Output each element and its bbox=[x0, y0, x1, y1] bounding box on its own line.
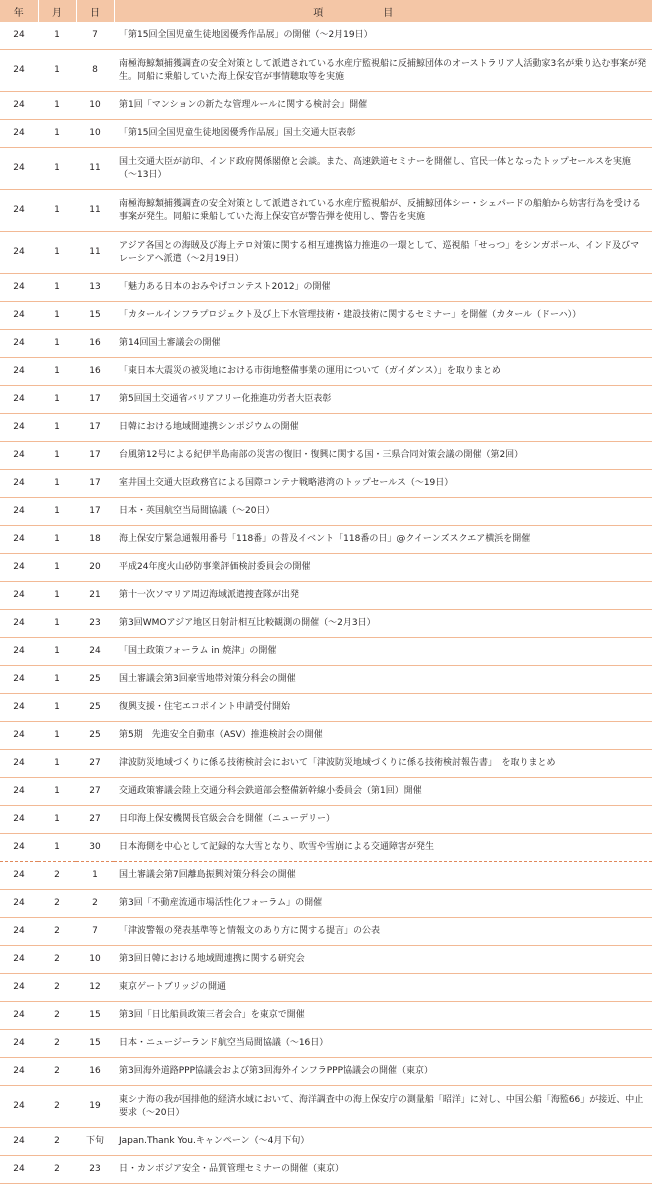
event-cell: 「第15回全国児童生徒地図優秀作品展」の開催（〜2月19日） bbox=[114, 22, 652, 50]
event-cell: 第十一次ソマリア周辺海域派遣捜査隊が出発 bbox=[114, 582, 652, 610]
day-cell: 15 bbox=[76, 302, 114, 330]
month-cell: 1 bbox=[38, 722, 76, 750]
day-cell: 11 bbox=[76, 232, 114, 274]
month-cell: 1 bbox=[38, 232, 76, 274]
event-cell: 津波防災地域づくりに係る技術検討会において「津波防災地域づくりに係る技術検討報告書」 を取りまとめ bbox=[114, 750, 652, 778]
year-cell: 24 bbox=[0, 414, 38, 442]
year-cell: 24 bbox=[0, 946, 38, 974]
table-row bbox=[0, 442, 652, 470]
year-cell: 24 bbox=[0, 750, 38, 778]
year-cell: 24 bbox=[0, 890, 38, 918]
event-cell: 復興支援・住宅エコポイント申請受付開始 bbox=[114, 694, 652, 722]
header-title-text: 項目 bbox=[313, 7, 454, 19]
month-cell: 2 bbox=[38, 946, 76, 974]
table-row bbox=[0, 610, 652, 638]
year-cell: 24 bbox=[0, 694, 38, 722]
event-cell: 日本・ニュージーランド航空当局間協議（〜16日） bbox=[114, 1030, 652, 1058]
year-cell: 24 bbox=[0, 92, 38, 120]
event-cell: 「カタールインフラプロジェクト及び上下水管理技術・建設技術に関するセミナー」を開催（カタール（ドーハ）） bbox=[114, 302, 652, 330]
year-cell: 24 bbox=[0, 50, 38, 92]
table-row bbox=[0, 414, 652, 442]
table-row bbox=[0, 1086, 652, 1128]
event-cell: 平成24年度火山砂防事業評価検討委員会の開催 bbox=[114, 554, 652, 582]
year-cell: 24 bbox=[0, 190, 38, 232]
table-row bbox=[0, 358, 652, 386]
day-cell: 10 bbox=[76, 92, 114, 120]
day-cell: 20 bbox=[76, 554, 114, 582]
day-cell: 17 bbox=[76, 470, 114, 498]
day-cell: 下旬 bbox=[76, 1128, 114, 1156]
table-row bbox=[0, 834, 652, 862]
event-cell: 海上保安庁緊急通報用番号「118番」の普及イベント「118番の日」@クイーンズスクエア横浜を開催 bbox=[114, 526, 652, 554]
month-cell: 1 bbox=[38, 92, 76, 120]
table-row bbox=[0, 1128, 652, 1156]
day-cell: 17 bbox=[76, 442, 114, 470]
year-cell: 24 bbox=[0, 834, 38, 862]
month-cell: 1 bbox=[38, 610, 76, 638]
event-cell: 第14回国土審議会の開催 bbox=[114, 330, 652, 358]
year-cell: 24 bbox=[0, 1128, 38, 1156]
day-cell: 27 bbox=[76, 750, 114, 778]
day-cell: 11 bbox=[76, 190, 114, 232]
day-cell: 27 bbox=[76, 806, 114, 834]
table-row bbox=[0, 1030, 652, 1058]
day-cell: 17 bbox=[76, 498, 114, 526]
month-cell: 1 bbox=[38, 358, 76, 386]
year-cell: 24 bbox=[0, 582, 38, 610]
day-cell: 25 bbox=[76, 694, 114, 722]
year-cell: 24 bbox=[0, 722, 38, 750]
day-cell: 24 bbox=[76, 638, 114, 666]
year-cell: 24 bbox=[0, 610, 38, 638]
event-cell: 日本・英国航空当局間協議（〜20日） bbox=[114, 498, 652, 526]
table-header bbox=[0, 0, 652, 22]
table-row bbox=[0, 302, 652, 330]
event-cell: 東シナ海の我が国排他的経済水域において、海洋調査中の海上保安庁の測量船「昭洋」に対し、中国公船「海監66」が接近、中止要求（〜20日） bbox=[114, 1086, 652, 1128]
event-cell: 東京ゲートブリッジの開通 bbox=[114, 974, 652, 1002]
event-cell: 国土審議会第3回豪雪地帯対策分科会の開催 bbox=[114, 666, 652, 694]
table-row bbox=[0, 148, 652, 190]
table-row bbox=[0, 694, 652, 722]
day-cell: 7 bbox=[76, 918, 114, 946]
day-cell: 23 bbox=[76, 1156, 114, 1184]
year-cell: 24 bbox=[0, 148, 38, 190]
event-cell: 室井国土交通大臣政務官による国際コンテナ戦略港湾のトップセールス（〜19日） bbox=[114, 470, 652, 498]
month-cell: 2 bbox=[38, 862, 76, 890]
table-row bbox=[0, 330, 652, 358]
day-cell: 17 bbox=[76, 414, 114, 442]
day-cell: 25 bbox=[76, 666, 114, 694]
table-row bbox=[0, 582, 652, 610]
month-cell: 1 bbox=[38, 638, 76, 666]
table-row bbox=[0, 120, 652, 148]
table-row bbox=[0, 22, 652, 50]
year-cell: 24 bbox=[0, 274, 38, 302]
event-cell: 第5期 先進安全自動車（ASV）推進検討会の開催 bbox=[114, 722, 652, 750]
month-cell: 1 bbox=[38, 778, 76, 806]
table-row bbox=[0, 638, 652, 666]
month-cell: 1 bbox=[38, 22, 76, 50]
event-cell: 「第15回全国児童生徒地図優秀作品展」国土交通大臣表彰 bbox=[114, 120, 652, 148]
event-cell: 第3回「日比船員政策三者会合」を東京で開催 bbox=[114, 1002, 652, 1030]
month-cell: 1 bbox=[38, 442, 76, 470]
table-row bbox=[0, 1156, 652, 1184]
event-cell: 「魅力ある日本のおみやげコンテスト2012」の開催 bbox=[114, 274, 652, 302]
month-cell: 1 bbox=[38, 302, 76, 330]
month-cell: 1 bbox=[38, 498, 76, 526]
year-cell: 24 bbox=[0, 1002, 38, 1030]
day-cell: 10 bbox=[76, 120, 114, 148]
year-cell: 24 bbox=[0, 386, 38, 414]
year-cell: 24 bbox=[0, 330, 38, 358]
year-cell: 24 bbox=[0, 974, 38, 1002]
day-cell: 16 bbox=[76, 330, 114, 358]
year-cell: 24 bbox=[0, 470, 38, 498]
month-cell: 1 bbox=[38, 834, 76, 862]
day-cell: 16 bbox=[76, 1058, 114, 1086]
year-cell: 24 bbox=[0, 120, 38, 148]
table-row bbox=[0, 386, 652, 414]
year-cell: 24 bbox=[0, 232, 38, 274]
day-cell: 10 bbox=[76, 946, 114, 974]
table-row bbox=[0, 1002, 652, 1030]
year-cell: 24 bbox=[0, 554, 38, 582]
event-cell: 「津波警報の発表基準等と情報文のあり方に関する提言」の公表 bbox=[114, 918, 652, 946]
day-cell: 1 bbox=[76, 862, 114, 890]
month-cell: 1 bbox=[38, 582, 76, 610]
year-cell: 24 bbox=[0, 442, 38, 470]
header-day: 日 bbox=[76, 0, 114, 22]
month-cell: 1 bbox=[38, 274, 76, 302]
day-cell: 19 bbox=[76, 1086, 114, 1128]
month-cell: 1 bbox=[38, 120, 76, 148]
table-row bbox=[0, 750, 652, 778]
event-cell: 第1回「マンションの新たな管理ルールに関する検討会」開催 bbox=[114, 92, 652, 120]
day-cell: 7 bbox=[76, 22, 114, 50]
year-cell: 24 bbox=[0, 778, 38, 806]
table-row bbox=[0, 274, 652, 302]
day-cell: 27 bbox=[76, 778, 114, 806]
table-row bbox=[0, 778, 652, 806]
month-cell: 1 bbox=[38, 526, 76, 554]
day-cell: 18 bbox=[76, 526, 114, 554]
month-cell: 2 bbox=[38, 1058, 76, 1086]
table-body bbox=[0, 22, 652, 1184]
event-cell: 交通政策審議会陸上交通分科会鉄道部会整備新幹線小委員会（第1回）開催 bbox=[114, 778, 652, 806]
year-cell: 24 bbox=[0, 526, 38, 554]
table-row bbox=[0, 1058, 652, 1086]
day-cell: 11 bbox=[76, 148, 114, 190]
month-cell: 1 bbox=[38, 190, 76, 232]
day-cell: 30 bbox=[76, 834, 114, 862]
event-cell: 南極海鯨類捕獲調査の安全対策として派遣されている水産庁監視船が、反捕鯨団体シー・シェパードの船舶から妨害行為を受ける事案が発生。同船に乗船していた海上保安官が警告弾を使用し、警告を実施 bbox=[114, 190, 652, 232]
year-cell: 24 bbox=[0, 1058, 38, 1086]
year-cell: 24 bbox=[0, 302, 38, 330]
month-cell: 2 bbox=[38, 974, 76, 1002]
event-cell: 日・カンボジア安全・品質管理セミナーの開催（東京） bbox=[114, 1156, 652, 1184]
year-cell: 24 bbox=[0, 918, 38, 946]
event-cell: 国土審議会第7回離島振興対策分科会の開催 bbox=[114, 862, 652, 890]
year-cell: 24 bbox=[0, 358, 38, 386]
event-cell: Japan.Thank You.キャンペーン（〜4月下旬） bbox=[114, 1128, 652, 1156]
table-row bbox=[0, 666, 652, 694]
year-cell: 24 bbox=[0, 22, 38, 50]
day-cell: 12 bbox=[76, 974, 114, 1002]
month-cell: 1 bbox=[38, 386, 76, 414]
month-cell: 1 bbox=[38, 666, 76, 694]
table-row bbox=[0, 890, 652, 918]
day-cell: 15 bbox=[76, 1030, 114, 1058]
day-cell: 16 bbox=[76, 358, 114, 386]
event-cell: 第3回WMOアジア地区日射計相互比較観測の開催（〜2月3日） bbox=[114, 610, 652, 638]
event-cell: アジア各国との海賊及び海上テロ対策に関する相互連携協力推進の一環として、巡視船「せっつ」をシンガポール、インド及びマレーシアへ派遣（〜2月19日） bbox=[114, 232, 652, 274]
day-cell: 8 bbox=[76, 50, 114, 92]
event-cell: 「国土政策フォーラム in 焼津」の開催 bbox=[114, 638, 652, 666]
header-year: 年 bbox=[0, 0, 38, 22]
table-row bbox=[0, 806, 652, 834]
event-cell: 南極海鯨類捕獲調査の安全対策として派遣されている水産庁監視船に反捕鯨団体のオーストラリア人活動家3名が乗り込む事案が発生。同船に乗船していた海上保安官が事情聴取等を実施 bbox=[114, 50, 652, 92]
table-row bbox=[0, 190, 652, 232]
month-cell: 2 bbox=[38, 1128, 76, 1156]
month-cell: 1 bbox=[38, 750, 76, 778]
event-cell: 第3回海外道路PPP協議会および第3回海外インフラPPP協議会の開催（東京） bbox=[114, 1058, 652, 1086]
year-cell: 24 bbox=[0, 1030, 38, 1058]
event-cell: 第5回国土交通省バリアフリー化推進功労者大臣表彰 bbox=[114, 386, 652, 414]
month-cell: 1 bbox=[38, 330, 76, 358]
year-cell: 24 bbox=[0, 1086, 38, 1128]
day-cell: 21 bbox=[76, 582, 114, 610]
table-row bbox=[0, 974, 652, 1002]
month-cell: 1 bbox=[38, 806, 76, 834]
month-cell: 2 bbox=[38, 918, 76, 946]
day-cell: 23 bbox=[76, 610, 114, 638]
event-cell: 第3回日韓における地域間連携に関する研究会 bbox=[114, 946, 652, 974]
table-row bbox=[0, 50, 652, 92]
table-row bbox=[0, 470, 652, 498]
month-cell: 2 bbox=[38, 1156, 76, 1184]
month-cell: 1 bbox=[38, 148, 76, 190]
header-title bbox=[114, 0, 652, 22]
event-cell: 「東日本大震災の被災地における市街地整備事業の運用について（ガイダンス）」を取りまとめ bbox=[114, 358, 652, 386]
event-cell: 国土交通大臣が訪印、インド政府関係閣僚と会談。また、高速鉄道セミナーを開催し、官民一体となったトップセールスを実施（〜13日） bbox=[114, 148, 652, 190]
month-cell: 2 bbox=[38, 1030, 76, 1058]
header-month: 月 bbox=[38, 0, 76, 22]
year-cell: 24 bbox=[0, 806, 38, 834]
year-cell: 24 bbox=[0, 498, 38, 526]
day-cell: 25 bbox=[76, 722, 114, 750]
year-cell: 24 bbox=[0, 638, 38, 666]
table-row bbox=[0, 918, 652, 946]
event-cell: 日印海上保安機関長官級会合を開催（ニューデリー） bbox=[114, 806, 652, 834]
year-cell: 24 bbox=[0, 862, 38, 890]
day-cell: 13 bbox=[76, 274, 114, 302]
month-cell: 1 bbox=[38, 50, 76, 92]
event-cell: 第3回「不動産流通市場活性化フォーラム」の開催 bbox=[114, 890, 652, 918]
table-row bbox=[0, 498, 652, 526]
month-cell: 2 bbox=[38, 1086, 76, 1128]
table-row bbox=[0, 526, 652, 554]
month-cell: 2 bbox=[38, 890, 76, 918]
month-cell: 1 bbox=[38, 554, 76, 582]
event-cell: 日本海側を中心として記録的な大雪となり、吹雪や雪崩による交通障害が発生 bbox=[114, 834, 652, 862]
month-cell: 1 bbox=[38, 470, 76, 498]
event-cell: 日韓における地域間連携シンポジウムの開催 bbox=[114, 414, 652, 442]
table-row bbox=[0, 554, 652, 582]
day-cell: 17 bbox=[76, 386, 114, 414]
month-cell: 1 bbox=[38, 414, 76, 442]
month-cell: 2 bbox=[38, 1002, 76, 1030]
day-cell: 15 bbox=[76, 1002, 114, 1030]
event-cell: 台風第12号による紀伊半島南部の災害の復旧・復興に関する国・三県合同対策会議の開催（第2回） bbox=[114, 442, 652, 470]
month-cell: 1 bbox=[38, 694, 76, 722]
day-cell: 2 bbox=[76, 890, 114, 918]
table-row bbox=[0, 232, 652, 274]
year-cell: 24 bbox=[0, 1156, 38, 1184]
table-row bbox=[0, 946, 652, 974]
table-row bbox=[0, 92, 652, 120]
table-row bbox=[0, 862, 652, 890]
year-cell: 24 bbox=[0, 666, 38, 694]
table-row bbox=[0, 722, 652, 750]
